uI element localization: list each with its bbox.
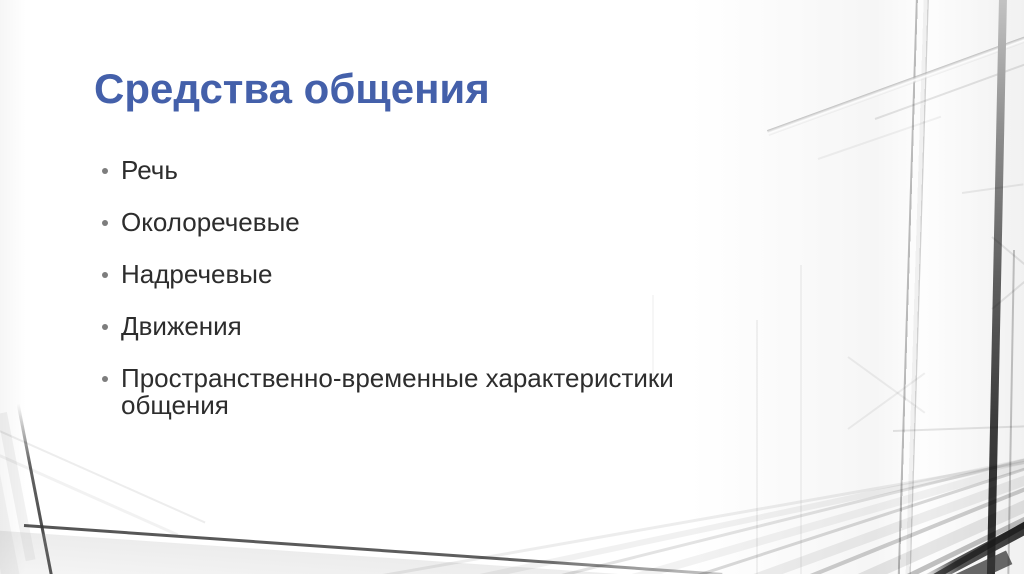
bullet-item xyxy=(98,157,710,184)
decor-left-shade xyxy=(0,0,26,574)
bullet-text: Движения xyxy=(121,311,242,341)
bullet-text: Речь xyxy=(121,155,178,185)
decor-faint-vertical xyxy=(756,320,758,574)
bullet-item xyxy=(98,313,710,340)
bullet-dot xyxy=(102,376,108,382)
bullet-dot xyxy=(102,272,108,278)
decor-wall-shade xyxy=(690,0,1024,574)
bullet-item xyxy=(98,261,710,288)
slide-title: Средства общения xyxy=(94,65,490,112)
bullet-dot xyxy=(102,220,108,226)
bullet-item xyxy=(98,209,710,236)
bullet-text: Околоречевые xyxy=(121,207,300,237)
bullet-text: Надречевые xyxy=(121,259,273,289)
bullet-list xyxy=(98,157,710,444)
bullet-text: Пространственно-временные характеристики общения xyxy=(121,363,674,420)
bullet-item xyxy=(98,365,710,419)
bullet-dot xyxy=(102,168,108,174)
bullet-dot xyxy=(102,324,108,330)
